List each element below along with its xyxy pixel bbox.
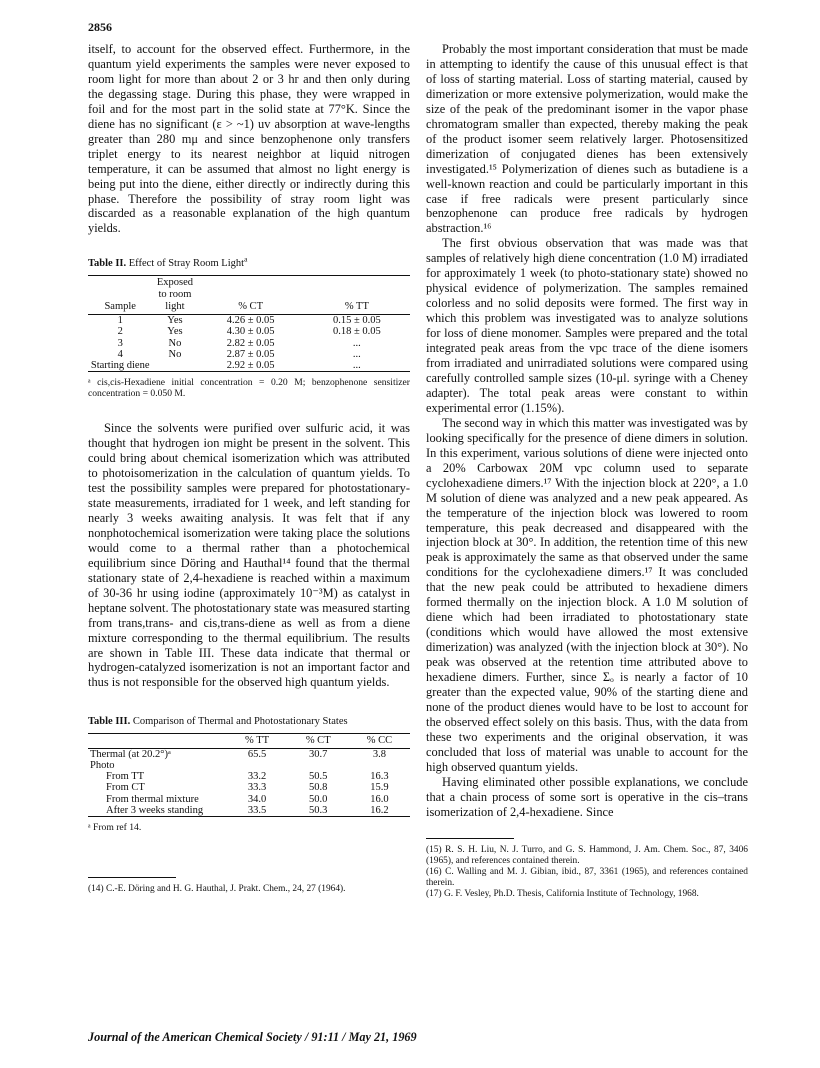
- table-3-cell-label: From thermal mixture: [106, 793, 199, 805]
- table-3-cell-ct: 50.5: [309, 771, 328, 783]
- left-column: [88, 42, 410, 895]
- table-2-grid: [88, 275, 410, 373]
- table-3-footnote: ᵃ From ref 14.: [88, 822, 142, 833]
- body-paragraph: itself, to account for the observed effect. Furthermore, in the quantum yield experiments the samples were never exposed to room light for more than about 2 or 3 hr and then only during the degassing stage. During this phase, they were wrapped in foil and for the most part in the solid state at 77°K. Since the diene has no significant (ε > ~1) uv absorption at wave-lengths greater than 280 mμ and since benzophenone only transfers triplet energy to its nearest neighbor at liquid nitrogen temperature, it can be assumed that almost no light energy is being put into the diene, either directly or indirectly during this phase. Therefore the possibility of stray room light was discarded as a reasonable explanation of the high quantum yields.: [88, 42, 410, 236]
- table-3-cell-cc: 15.9: [370, 782, 389, 794]
- table-3-cell-label: Thermal (at 20.2°)ᵃ: [90, 748, 171, 760]
- reference-item: (15) R. S. H. Liu, N. J. Turro, and G. S. Hammond, J. Am. Chem. Soc., 87, 3406 (1965), and references contained therein.: [426, 844, 748, 866]
- table-3-cell-label: Photo: [90, 759, 115, 771]
- body-paragraph: Having eliminated other possible explanations, we conclude that a chain process of some sort is operative in the cis–trans isomerization of 2,4-hexadiene. Since: [426, 774, 748, 819]
- table-3-cell-tt: 33.5: [247, 804, 267, 816]
- left-references: [88, 884, 410, 895]
- table-2-cell-sample: 2: [117, 326, 123, 338]
- table-2-header-exposed: Exposed to room light: [156, 276, 194, 312]
- table-3-cell-cc: 16.3: [370, 771, 389, 783]
- table-row: [88, 771, 410, 782]
- table-2-cell-tt: ...: [352, 348, 361, 360]
- right-references: [426, 845, 748, 900]
- table-3-grid: [88, 733, 410, 817]
- table-2-cell-exposed: No: [168, 348, 182, 360]
- table-3-cell-ct: 50.3: [309, 804, 328, 816]
- table-2-header-tt: % TT: [344, 301, 369, 312]
- table-row: [88, 315, 410, 327]
- table-2-cell-exposed: No: [168, 337, 182, 349]
- table-3-cell-label: From CT: [106, 782, 145, 794]
- table-2-header-ct: % CT: [238, 301, 263, 312]
- table-2-label: Table II.: [88, 258, 127, 270]
- table-3-cell-tt: [226, 760, 287, 771]
- table-3-cell-ct: 50.8: [309, 782, 328, 794]
- table-3-cell-cc: 16.0: [370, 793, 389, 805]
- table-2-cell-sample: Starting diene: [90, 360, 150, 372]
- table-2-cell-tt: ...: [352, 360, 361, 372]
- table-3-title: Comparison of Thermal and Photostationary States: [132, 716, 348, 728]
- table-2-cell-exposed: [152, 360, 197, 372]
- table-2-cell-sample: 1: [117, 315, 123, 327]
- table-3-cell-cc: 3.8: [372, 748, 386, 760]
- page-number: 2856: [88, 20, 112, 34]
- table-2-cell-exposed: Yes: [167, 315, 183, 327]
- table-row: [88, 782, 410, 793]
- footnote-divider: [426, 838, 514, 839]
- table-row: [88, 338, 410, 349]
- table-2: [88, 254, 410, 400]
- table-3-cell-tt: 65.5: [247, 748, 267, 760]
- table-3-caption: [88, 716, 410, 728]
- table-row: [88, 760, 410, 771]
- table-3-header-tt: % TT: [245, 734, 270, 746]
- table-2-cell-tt: ...: [352, 337, 361, 349]
- table-2-header-sample: Sample: [104, 301, 136, 312]
- table-3-cell-ct: 50.0: [309, 793, 328, 805]
- table-row: [88, 360, 410, 372]
- table-2-title-marker: a: [244, 254, 248, 264]
- reference-item: (14) C.-E. Döring and H. G. Hauthal, J. Prakt. Chem., 24, 27 (1964).: [88, 884, 346, 894]
- table-row: [88, 748, 410, 760]
- table-2-cell-ct: 4.30 ± 0.05: [226, 326, 275, 338]
- table-row: [88, 805, 410, 817]
- body-paragraph: The second way in which this matter was investigated was by looking specifically for the presence of diene dimers in solution. In this experiment, various solutions of diene were injected onto a 20% Carbowax 20M vpc column used to separate cyclohexadiene dimers.¹⁷ With the injection block at 220°, a 1.0 M solution of diene was analyzed and a new peak appeared. As the temperature of the injection block was lowered to room temperature, this peak decreased and disappeared with the injection block at 30°. In addition, the retention time of this new peak is approximately the same as that observed under the same conditions for the cyclohexadiene dimers.¹⁷ It was concluded that the new peak could be attributed to hexadiene dimers formed thermally on the injection block. A 1.0 M solution of diene which had been irradiated to photostationary state (conditions which would have allowed the most extensive dimerization) was analyzed (with the injection block at 30°). No peak was observed at the retention time attributed above to hexadiene dimers. Further, since Σₒ is nearly a factor of 10 greater than the expected value, 90% of the starting diene and none of the product dienes would have to be lost to account for the observed effect solely on this basis. Thus, with the data from these two experiments and the original observation, it was concluded that loss of material was unable to account for the high observed quantum yields.: [426, 415, 748, 774]
- table-2-cell-exposed: Yes: [167, 326, 183, 338]
- table-row: [88, 349, 410, 360]
- table-3-cell-label: From TT: [106, 771, 145, 783]
- table-3-cell-cc: 16.2: [370, 804, 389, 816]
- body-paragraph: Probably the most important consideration that must be made in attempting to identify the cause of this unusual effect is that of loss of starting material. Loss of starting material, caused by dimerization or more extensive polymerization, would make the size of the peak of the predominant isomer in the vapor phase chromatogram smaller than expected, thereby making the peak of the product isomer seem relatively larger. Photosensitized dimerization of conjugated dienes has been extensively investigated.¹⁵ Polymerization of dienes such as butadiene is a well-known reaction and could be particularly important in this case if free radicals were present particularly since benzophenone can produce free radicals by hydrogen abstraction.¹⁶: [426, 42, 748, 236]
- table-3-cell-tt: 33.3: [247, 782, 267, 794]
- table-2-caption: [88, 254, 410, 270]
- reference-item: (16) C. Walling and M. J. Gibian, ibid., 87, 3361 (1965), and references contained therein.: [426, 866, 748, 888]
- body-paragraph: Since the solvents were purified over sulfuric acid, it was thought that hydrogen ion might be present in the solvent. This could bring about chemical isomerization which was attributed to photoisomerization in the calculation of quantum yields. To test the possibility samples were prepared for photostationary-state measurements, irradiated for 1 week, and left standing for nearly 3 weeks awaiting analysis. It was felt that if any nonphotochemical isomerization were taking place the solutions would come to a thermal rather than a photochemical equilibrium since Döring and Hauthal¹⁴ found that the thermal stationary state of 2,4-hexadiene is reached within a maximum of 30-36 hr using iodine (approximately 10⁻³M) as catalyst in heptane solvent. The photostationary state was measured starting from trans,trans- and cis,trans-diene as well as from a diene mixture corresponding to the thermal equilibrium. The results are shown in Table III. These data indicate that thermal or hydrogen-catalyzed isomerization is not an important factor and thus is not responsible for the observed high quantum yields.: [88, 421, 410, 690]
- journal-citation: Journal of the American Chemical Society / 91:11 / May 21, 1969: [88, 1030, 417, 1044]
- table-2-footnote: ᵃ cis,cis-Hexadiene initial concentration = 0.20 M; benzophenone sensitizer concentration = 0.050 M.: [88, 377, 410, 400]
- table-2-cell-ct: 2.87 ± 0.05: [226, 348, 275, 360]
- table-2-cell-tt: 0.15 ± 0.05: [332, 315, 381, 327]
- table-3-label: Table III.: [88, 716, 131, 728]
- table-2-cell-tt: 0.18 ± 0.05: [332, 326, 381, 338]
- reference-item: (17) G. F. Vesley, Ph.D. Thesis, California Institute of Technology, 1968.: [426, 888, 699, 899]
- table-3-header-cc: % CC: [366, 734, 393, 746]
- table-2-cell-sample: 4: [117, 348, 123, 360]
- table-3-header-ct: % CT: [305, 734, 331, 746]
- body-paragraph: The first obvious observation that was made was that samples of relatively high diene concentration (1.0 M) irradiated for approximately 1 week (to photo-stationary state) showed no physical evidence of polymerization. The samples remained colorless and no solid deposits were formed. The first way in which this problem was investigated was to analyze solutions for loss of diene monomer. Samples were prepared and the total integrated peak areas from the vpc trace of the diene isomers from irradiated and unirradiated solutions were compared using carefully controlled sample sizes (10-μl. syringe with a Cheney adapter). The total peak areas were constant to within experimental error (1.15%).: [426, 236, 748, 415]
- table-2-title: Effect of Stray Room Light: [128, 258, 245, 270]
- table-3-cell-ct: 30.7: [309, 748, 328, 760]
- table-2-cell-ct: 2.92 ± 0.05: [226, 360, 275, 372]
- footnote-divider: [88, 877, 176, 878]
- table-2-cell-ct: 4.26 ± 0.05: [226, 315, 275, 327]
- table-3-cell-ct: [288, 760, 349, 771]
- right-column: [426, 42, 748, 900]
- table-2-cell-sample: 3: [117, 337, 123, 349]
- table-3-cell-label: After 3 weeks standing: [106, 804, 204, 816]
- table-3: [88, 716, 410, 833]
- table-row: [88, 794, 410, 805]
- table-3-cell-tt: 33.2: [247, 771, 267, 783]
- table-3-cell-cc: [349, 760, 410, 771]
- table-row: [88, 326, 410, 337]
- table-2-cell-ct: 2.82 ± 0.05: [226, 337, 275, 349]
- table-3-cell-tt: 34.0: [247, 793, 267, 805]
